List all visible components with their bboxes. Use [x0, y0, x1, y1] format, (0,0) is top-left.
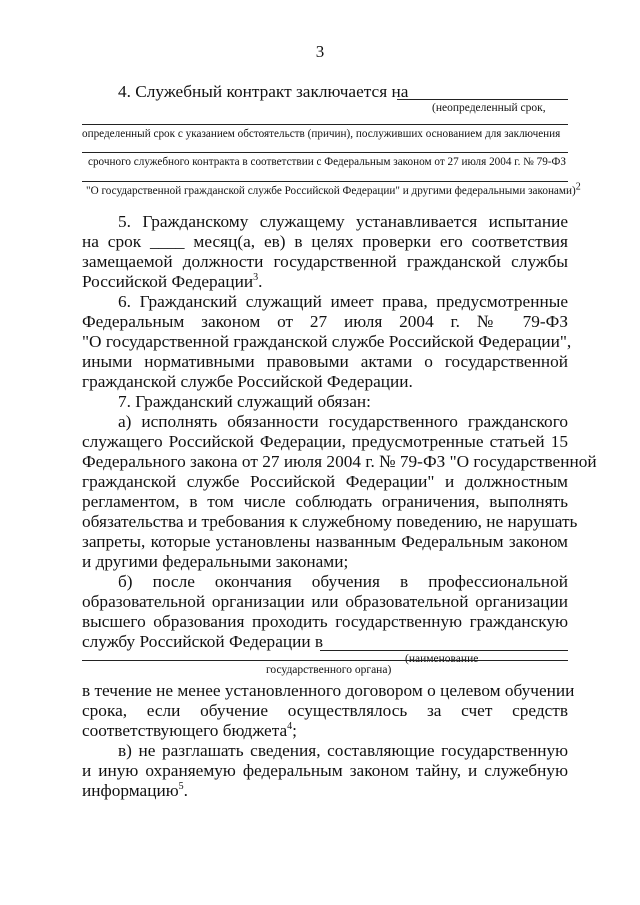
item7b-line3: высшего образования проходить государственную гражданскую	[82, 612, 568, 631]
item6-line1: 6. Гражданский служащий имеет права, предусмотренные	[118, 292, 568, 311]
item4-hint4-text: "О государственной гражданской службе Российской Федерации" и другими федеральными законами)	[86, 185, 576, 197]
item7a-line7: запреты, которые установлены названным Федеральным законом	[82, 532, 568, 551]
item6-line3: "О государственной гражданской службе Российской Федерации",	[82, 332, 572, 351]
item4-hint3: срочного служебного контракта в соответствии с Федеральным законом от 27 июля 2004 г. № 79-ФЗ	[88, 156, 566, 168]
item7c-line3-end: .	[183, 781, 188, 800]
item7a-line8: и другими федеральными законами;	[82, 552, 349, 571]
item7b-line1: б) после окончания обучения в профессиональной	[118, 572, 568, 591]
item4-rule2	[82, 124, 568, 125]
item4-rule4	[82, 181, 568, 182]
item4-hint2: определенный срок с указанием обстоятельств (причин), послуживших основанием для заключения	[82, 128, 561, 140]
item4-hint4	[86, 181, 581, 198]
item5-line4-text: Российской Федерации	[82, 272, 254, 291]
item7a-line5: регламентом, в том числе соблюдать ограничения, выполнять	[82, 492, 568, 511]
item7b-line7-end: ;	[292, 721, 297, 740]
item6-line4: иными нормативными правовыми актами о государственной	[82, 352, 568, 371]
item7b-hint1: (наименование	[405, 653, 479, 665]
item7a-line2: служащего Российской Федерации, предусмотренные статьей 15	[82, 432, 568, 451]
item7b-line7	[82, 721, 568, 741]
item7b-rule2	[82, 660, 568, 661]
item5-line4	[82, 272, 568, 292]
item6-line2: Федеральным законом от 27 июля 2004 г. № 79-ФЗ	[82, 312, 568, 331]
item5-line1: 5. Гражданскому служащему устанавливается испытание	[118, 212, 568, 231]
item7b-line6: срока, если обучение осуществлялось за счет средств	[82, 701, 568, 720]
item5-line4-end: .	[258, 272, 263, 291]
item7a-line6: обязательства и требования к служебному поведению, не нарушать	[82, 512, 578, 531]
item7-heading: 7. Гражданский служащий обязан:	[118, 392, 371, 411]
item7c-line3-text: информацию	[82, 781, 179, 800]
item7b-line5: в течение не менее установленного договором о целевом обучении	[82, 681, 575, 700]
page-number: 3	[315, 42, 325, 61]
footnote-ref-5: 5	[178, 781, 184, 793]
item4-rule3	[82, 152, 568, 153]
contract-term-blank	[397, 99, 568, 100]
item7b-hint2: государственного органа)	[266, 664, 392, 676]
item7c-line3	[82, 781, 568, 801]
footnote-ref-4: 4	[287, 721, 293, 733]
item7b-line7-text: соответствующего бюджета	[82, 721, 288, 740]
item7b-line4: службу Российской Федерации в	[82, 632, 324, 651]
footnote-ref-3: 3	[253, 272, 259, 284]
item5-line2: на срок ____ месяц(а, ев) в целях проверки его соответствия	[82, 232, 568, 251]
footnote-ref-2: 2	[575, 181, 581, 193]
item6-line5: гражданской службе Российской Федерации.	[82, 372, 413, 391]
item7a-line4: гражданской службе Российской Федерации" и должностным	[82, 472, 568, 491]
item4-lead-text: 4. Служебный контракт заключается на	[118, 82, 409, 101]
item4-hint1: (неопределенный срок,	[432, 102, 546, 114]
agency-name-blank	[320, 650, 568, 651]
item7a-line1: а) исполнять обязанности государственного гражданского	[118, 412, 568, 431]
item5-line3: замещаемой должности государственной гражданской службы	[82, 252, 568, 271]
item7a-line3: Федерального закона от 27 июля 2004 г. № 79-ФЗ "О государственной	[82, 452, 597, 471]
item7c-line1: в) не разглашать сведения, составляющие государственную	[118, 741, 568, 760]
item7c-line2: и иную охраняемую федеральным законом тайну, и служебную	[82, 761, 568, 780]
item7b-line2: образовательной организации или образовательной организации	[82, 592, 568, 611]
